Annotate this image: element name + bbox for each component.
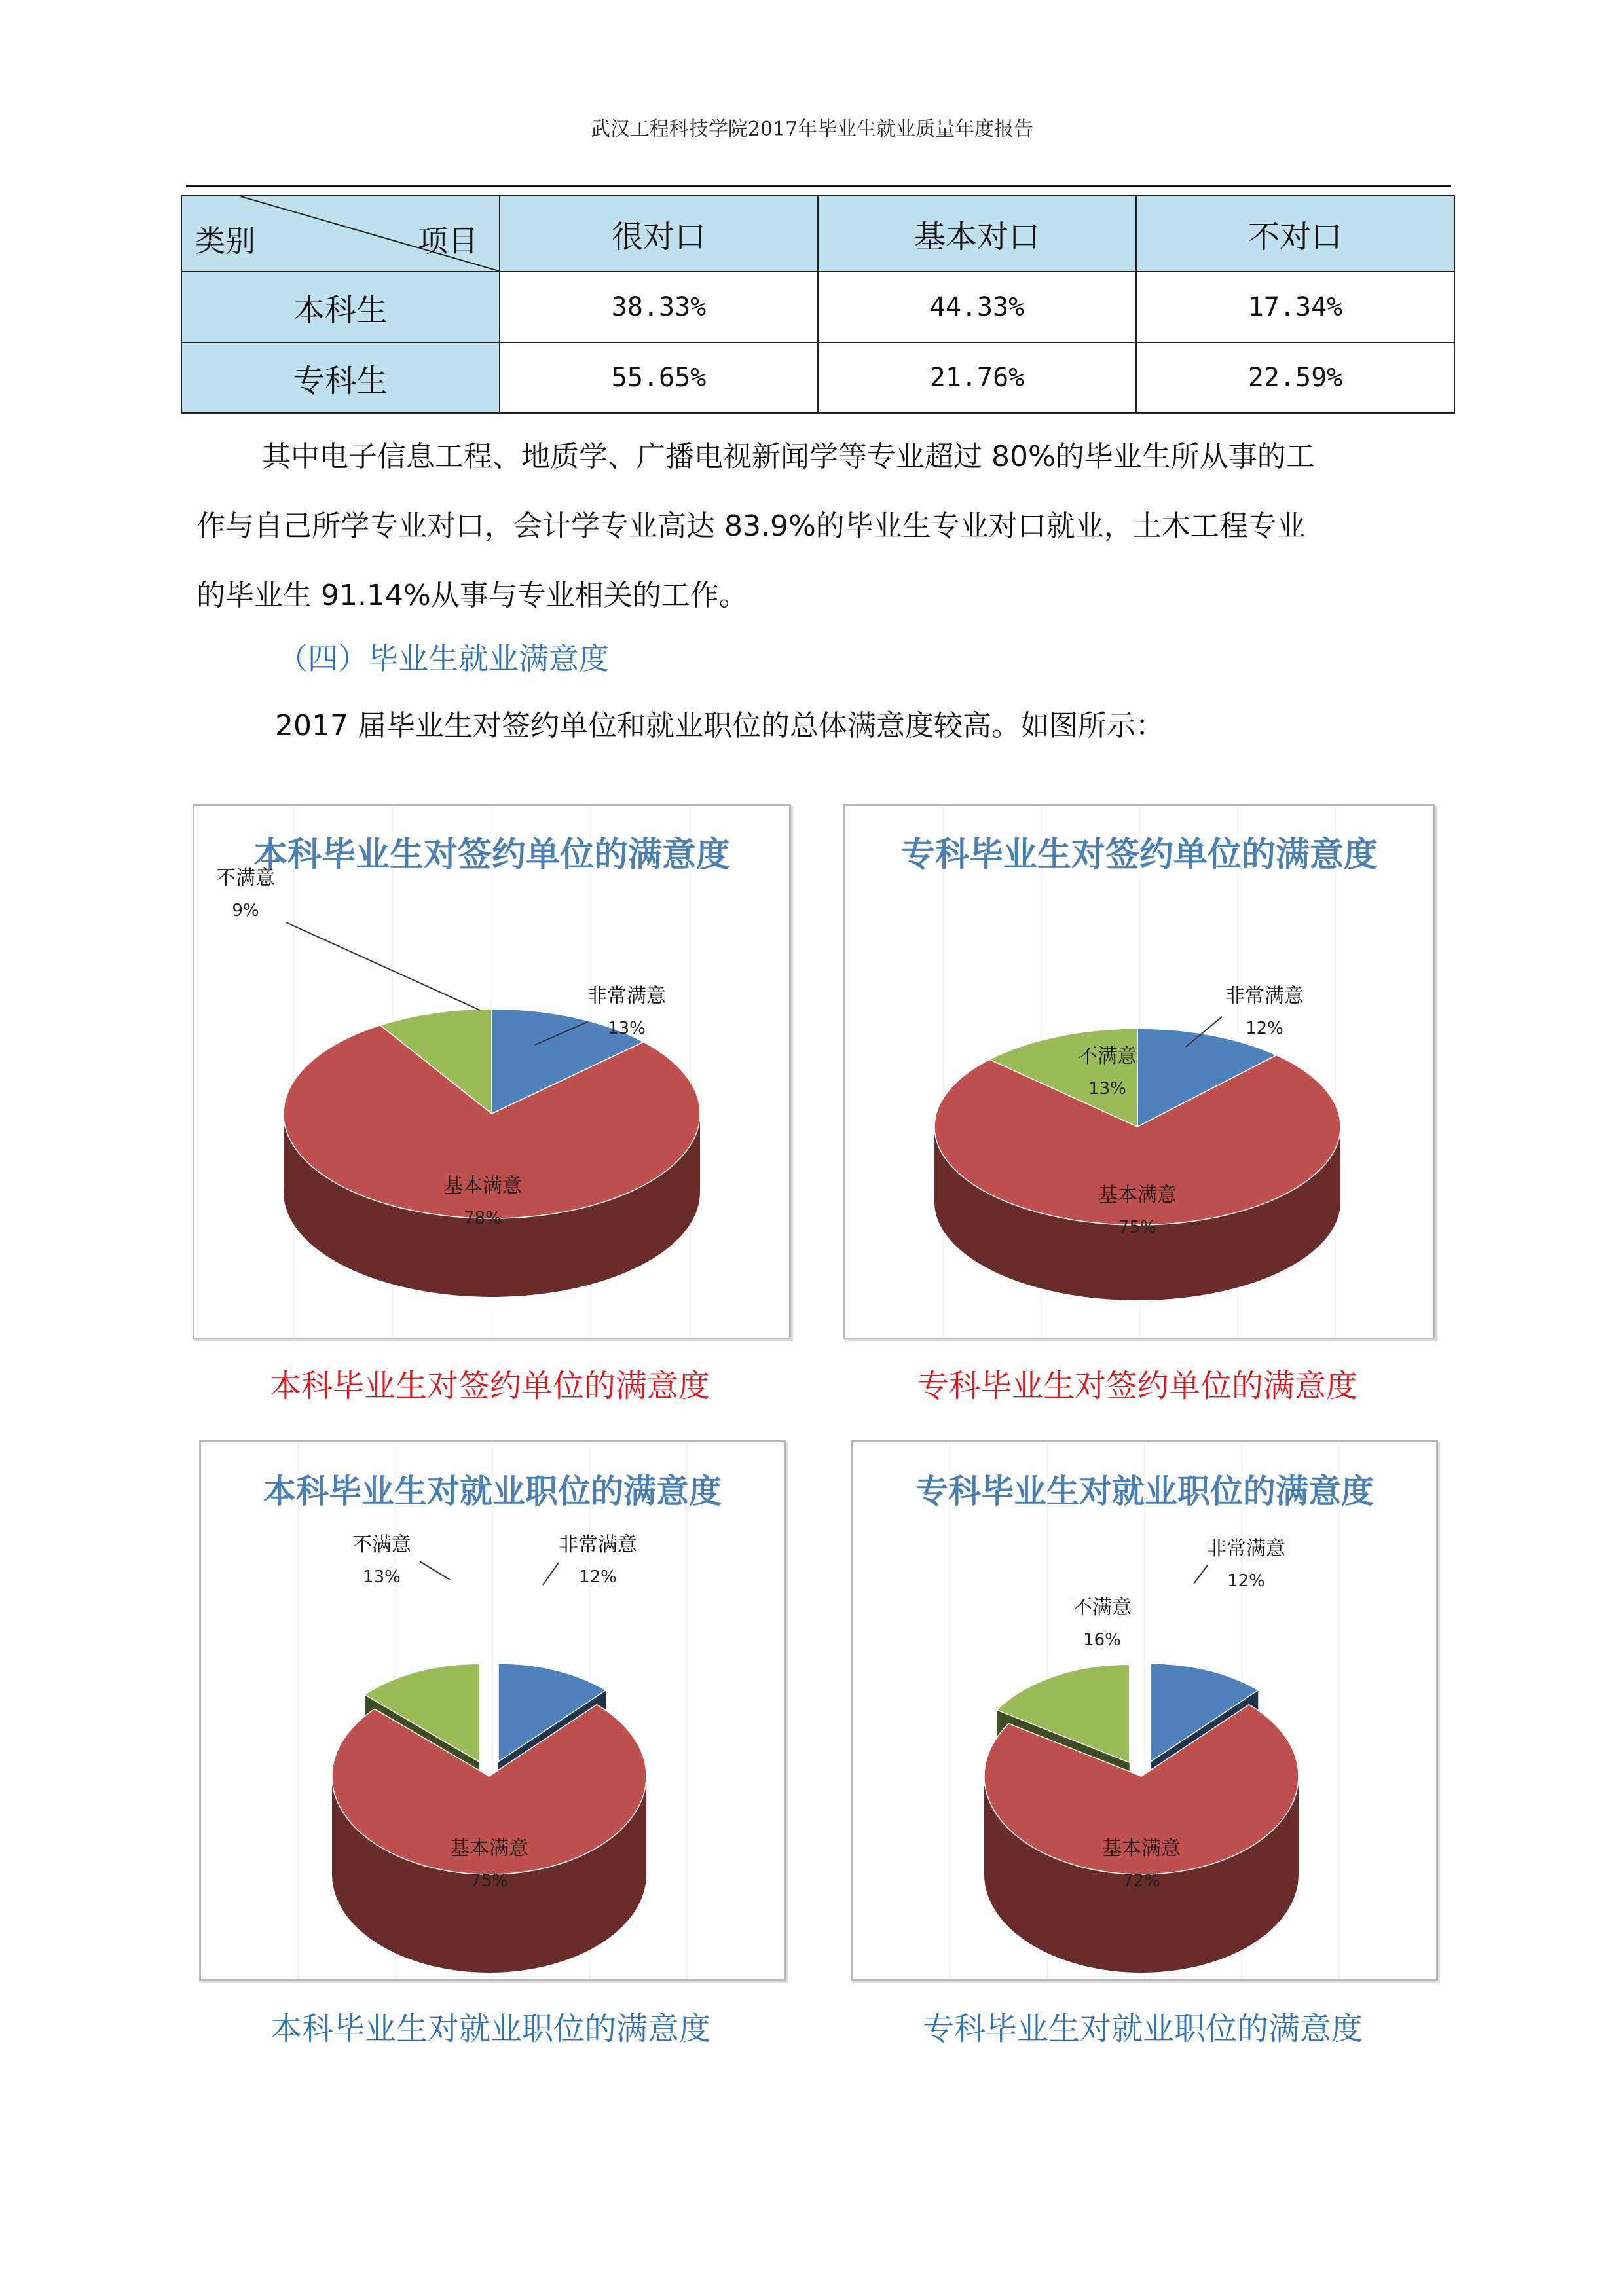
slice-value-label: 12% [1227,1571,1265,1591]
running-title: 武汉工程科技学院2017年毕业生就业质量年度报告 [590,118,1034,141]
slice-label: 基本满意 [1102,1837,1181,1860]
column-header: 很对口 [500,196,818,272]
slice-label: 不满意 [352,1533,411,1556]
slice-label: 非常满意 [587,985,666,1008]
pie-chart-svg [194,806,789,1338]
slice-label: 不满意 [1078,1045,1137,1068]
slice-label: 非常满意 [1225,985,1304,1008]
table-cell: 38.33% [500,272,818,342]
paragraph-line: 作与自己所学专业对口，会计学专业高达 83.9%的毕业生专业对口就业，土木工程专业 [196,509,1306,543]
chart-title: 本科毕业生对签约单位的满意度 [253,835,731,875]
chart-caption: 本科毕业生对签约单位的满意度 [269,1368,710,1404]
slice-value-label: 9% [232,901,259,920]
slice-label: 非常满意 [559,1533,637,1556]
slice-value-label: 75% [470,1871,508,1891]
table-corner-cell [181,196,500,272]
slice-label: 基本满意 [443,1175,522,1197]
slice-label: 基本满意 [1098,1184,1177,1207]
chart-title: 本科毕业生对就业职位的满意度 [263,1472,722,1510]
body-paragraph [196,422,1441,630]
table-cell: 17.34% [1136,272,1454,342]
slice-value-label: 13% [363,1567,401,1587]
row-label: 专科生 [181,342,500,413]
table-cell: 21.76% [818,342,1136,413]
pie-chart-svg [845,806,1433,1338]
slice-label: 不满意 [1073,1596,1132,1619]
chart-caption: 专科毕业生对就业职位的满意度 [922,2011,1363,2047]
slice-value-label: 12% [579,1567,617,1587]
chart-caption: 专科毕业生对签约单位的满意度 [917,1368,1357,1404]
slice-value-label: 75% [1118,1218,1156,1237]
table-cell: 22.59% [1136,342,1454,413]
pie-chart-svg [201,1442,784,1979]
slice-value-label: 16% [1083,1630,1121,1650]
section-heading: （四）毕业生就业满意度 [278,641,609,676]
slice-value-label: 78% [464,1209,502,1228]
slice-value-label: 13% [608,1019,646,1038]
paragraph-line: 其中电子信息工程、地质学、广播电视新闻学等专业超过 80%的毕业生所从事的工 [262,440,1315,473]
slice-value-label: 72% [1122,1871,1160,1891]
row-label: 本科生 [181,272,500,342]
lead-sentence: 2017 届毕业生对签约单位和就业职位的总体满意度较高。如图所示： [275,709,1164,742]
chart-title: 专科毕业生对签约单位的满意度 [900,835,1378,875]
slice-label: 基本满意 [450,1837,528,1860]
pie-chart-svg [853,1442,1436,1979]
pie-chart-undergrad-employer [193,804,791,1339]
chart-title: 专科毕业生对就业职位的满意度 [915,1472,1374,1510]
pie-chart-college-employer [843,804,1435,1339]
pie-chart-college-position [851,1440,1438,1981]
table-cell: 44.33% [818,272,1136,342]
slice-value-label: 12% [1246,1019,1283,1038]
slice-label: 不满意 [216,867,275,890]
paragraph-line: 的毕业生 91.14%从事与专业相关的工作。 [196,579,748,612]
table-cell: 55.65% [500,342,818,413]
table-row [181,342,1454,413]
corner-item-label: 项目 [418,223,478,259]
major-match-table [181,195,1455,414]
chart-caption: 本科毕业生对就业职位的满意度 [270,2011,710,2047]
slice-label: 非常满意 [1207,1537,1285,1560]
header-rule [186,185,1451,187]
table-header-row [181,196,1454,272]
slice-value-label: 13% [1088,1079,1126,1099]
corner-category-label: 类别 [195,223,255,259]
pie-chart-undergrad-position [199,1440,786,1981]
column-header: 不对口 [1136,196,1454,272]
table-row [181,272,1454,342]
column-header: 基本对口 [818,196,1136,272]
